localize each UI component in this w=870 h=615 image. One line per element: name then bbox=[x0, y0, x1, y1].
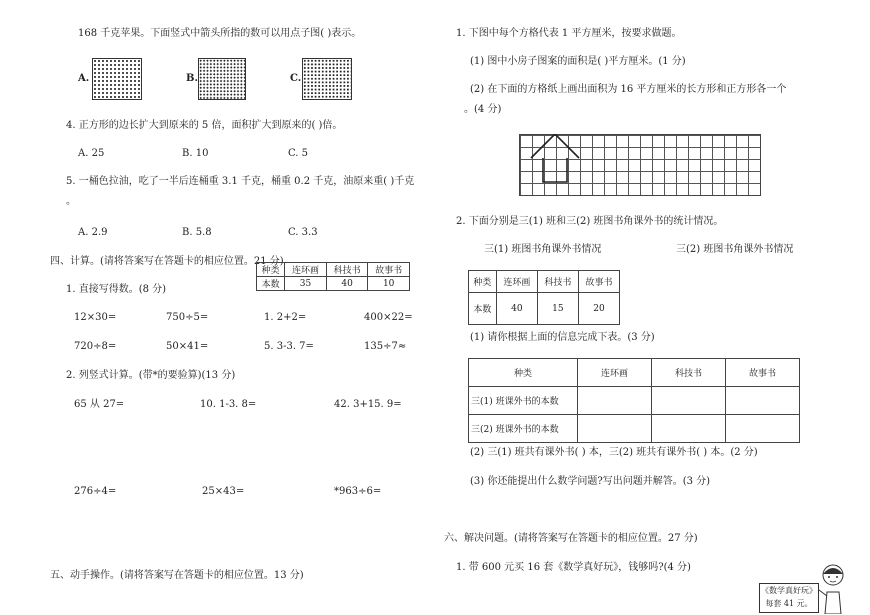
blank-cell[interactable] bbox=[578, 415, 652, 443]
row-label: 三(1) 班课外书的本数 bbox=[469, 387, 578, 415]
table-header: 种类 bbox=[469, 359, 578, 387]
question-5-tail: 。 bbox=[66, 196, 76, 207]
table-header: 故事书 bbox=[726, 359, 800, 387]
right-question-6-1: 1. 带 600 元买 16 套《数学真好玩》，钱够吗?(4 分) bbox=[456, 562, 691, 573]
q4-option-c: C. 5 bbox=[288, 148, 309, 159]
q5-option-c: C. 3.3 bbox=[288, 227, 318, 238]
sticker-title: 《数学真好玩》 bbox=[761, 586, 817, 595]
small-table-header: 故事书 bbox=[368, 263, 410, 277]
table-header: 连环画 bbox=[578, 359, 652, 387]
direct-calc: 5. 3-3. 7= bbox=[264, 341, 314, 352]
right-question-1-1: (1) 图中小房子图案的面积是( )平方厘米。(1 分) bbox=[470, 56, 686, 67]
blank-cell[interactable] bbox=[652, 415, 726, 443]
house-shape bbox=[519, 134, 759, 194]
direct-calc: 1. 2+2= bbox=[264, 312, 307, 323]
q5-option-a: A. 2.9 bbox=[78, 227, 108, 238]
table-cell: 本数 bbox=[469, 293, 497, 325]
q4-option-a: A. 25 bbox=[78, 148, 105, 159]
question-4-2: 2. 列竖式计算。(带*的要验算)(13 分) bbox=[66, 370, 236, 381]
table-header: 连环画 bbox=[496, 271, 537, 293]
row-label: 三(2) 班课外书的本数 bbox=[469, 415, 578, 443]
q4-option-b: B. 10 bbox=[182, 148, 209, 159]
direct-calc: 720÷8= bbox=[74, 341, 117, 352]
vertical-calc: 25×43= bbox=[202, 486, 245, 497]
blank-cell[interactable] bbox=[726, 415, 800, 443]
class2-stats-table bbox=[468, 270, 620, 325]
table-cell: 15 bbox=[537, 293, 578, 325]
direct-calc: 135÷7≈ bbox=[364, 341, 407, 352]
right-question-1-2: (2) 在下面的方格纸上画出面积为 16 平方厘米的长方形和正方形各一个 bbox=[470, 84, 787, 95]
dot-diagram-a bbox=[92, 58, 142, 100]
blank-cell[interactable] bbox=[652, 387, 726, 415]
direct-calc: 50×41= bbox=[166, 341, 209, 352]
vertical-calc: 276÷4= bbox=[74, 486, 117, 497]
direct-calc: 400×22= bbox=[364, 312, 413, 323]
section-6-heading: 六、解决问题。(请将答案写在答题卡的相应位置。27 分) bbox=[444, 533, 698, 544]
class2-caption: 三(2) 班图书角课外书情况 bbox=[676, 244, 794, 255]
right-question-2: 2. 下面分别是三(1) 班和三(2) 班图书角课外书的统计情况。 bbox=[456, 216, 724, 227]
blank-cell[interactable] bbox=[726, 387, 800, 415]
question-apples-dots: 168 千克苹果。下面竖式中箭头所指的数可以用点子图( )表示。 bbox=[78, 28, 362, 39]
small-table-header: 科技书 bbox=[326, 263, 368, 277]
table-cell: 40 bbox=[496, 293, 537, 325]
table-header: 种类 bbox=[469, 271, 497, 293]
vertical-calc: 10. 1-3. 8= bbox=[200, 399, 257, 410]
small-table-cell: 35 bbox=[285, 277, 327, 291]
small-table-cell: 10 bbox=[368, 277, 410, 291]
table-header: 科技书 bbox=[537, 271, 578, 293]
question-4-1: 1. 直接写得数。(8 分) bbox=[66, 284, 167, 295]
blank-cell[interactable] bbox=[578, 387, 652, 415]
section-5-heading: 五、动手操作。(请将答案写在答题卡的相应位置。13 分) bbox=[50, 570, 304, 581]
small-table-header: 种类 bbox=[257, 263, 285, 277]
q5-option-b: B. 5.8 bbox=[182, 227, 212, 238]
small-stats-table bbox=[256, 262, 410, 291]
fill-in-table bbox=[468, 358, 800, 443]
sticker-price: 每套 41 元。 bbox=[765, 599, 813, 608]
vertical-calc: 42. 3+15. 9= bbox=[334, 399, 402, 410]
table-header: 科技书 bbox=[652, 359, 726, 387]
small-table-cell: 本数 bbox=[257, 277, 285, 291]
right-question-2-3: (3) 你还能提出什么数学问题?写出问题并解答。(3 分) bbox=[470, 476, 711, 487]
girl-figure-icon bbox=[818, 562, 848, 614]
section-4-heading: 四、计算。(请将答案写在答题卡的相应位置。21 分) bbox=[50, 256, 284, 267]
vertical-calc: 65 从 27= bbox=[74, 399, 125, 410]
small-table-cell: 40 bbox=[326, 277, 368, 291]
question-5: 5. 一桶色拉油，吃了一半后连桶重 3.1 千克，桶重 0.2 千克，油原来重( )千克 bbox=[66, 176, 415, 187]
table-cell: 20 bbox=[578, 293, 619, 325]
right-question-1-2-tail: 。(4 分) bbox=[464, 104, 502, 115]
dot-diagram-c bbox=[302, 58, 352, 100]
option-c-label: C. bbox=[290, 73, 302, 84]
right-question-2-1: (1) 请你根据上面的信息完成下表。(3 分) bbox=[470, 332, 655, 343]
class1-caption: 三(1) 班图书角课外书情况 bbox=[484, 244, 602, 255]
price-sticker bbox=[759, 583, 819, 613]
small-table-header: 连环画 bbox=[285, 263, 327, 277]
question-4: 4. 正方形的边长扩大到原来的 5 倍，面积扩大到原来的( )倍。 bbox=[66, 120, 343, 131]
dot-diagram-b bbox=[198, 58, 246, 100]
table-header: 故事书 bbox=[578, 271, 619, 293]
right-question-2-2: (2) 三(1) 班共有课外书( ) 本，三(2) 班共有课外书( ) 本。(2 分) bbox=[470, 447, 758, 458]
direct-calc: 12×30= bbox=[74, 312, 117, 323]
vertical-calc: *963÷6= bbox=[334, 486, 382, 497]
option-a-label: A. bbox=[78, 73, 90, 84]
right-question-1: 1. 下图中每个方格代表 1 平方厘米，按要求做题。 bbox=[456, 28, 682, 39]
option-b-label: B. bbox=[186, 73, 198, 84]
direct-calc: 750÷5= bbox=[166, 312, 209, 323]
